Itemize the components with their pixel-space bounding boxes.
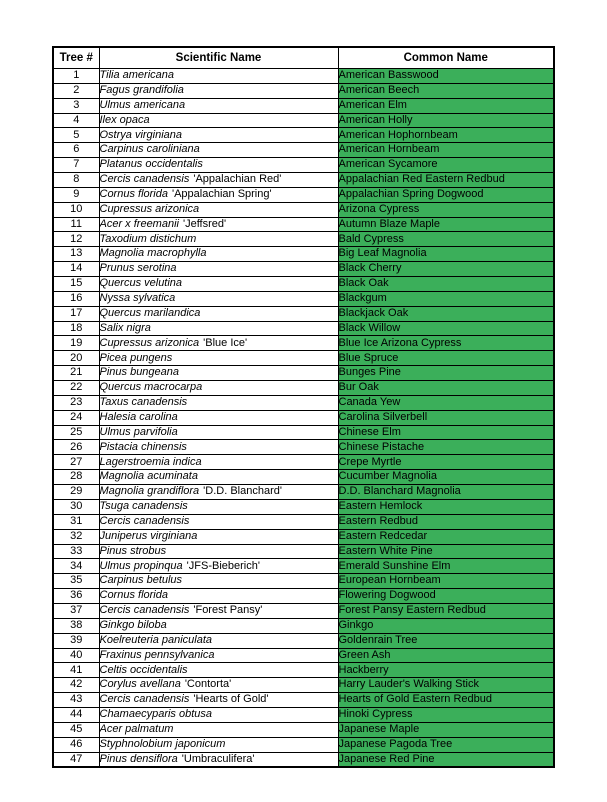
- tree-number-cell: 40: [53, 648, 99, 663]
- common-name-cell: American Hornbeam: [338, 143, 554, 158]
- table-row: [53, 544, 554, 559]
- common-name-cell: Blue Spruce: [338, 351, 554, 366]
- tree-number-cell: 39: [53, 633, 99, 648]
- scientific-name-cell: [99, 69, 338, 84]
- table-row: [53, 722, 554, 737]
- common-name-cell: Black Willow: [338, 321, 554, 336]
- scientific-name-cell: [99, 455, 338, 470]
- common-name-cell: Hinoki Cypress: [338, 707, 554, 722]
- scientific-name-text: Pinus bungeana: [99, 366, 180, 379]
- common-name-cell: Appalachian Spring Dogwood: [338, 187, 554, 202]
- scientific-name-text: Acer palmatum: [99, 722, 174, 735]
- scientific-name-text: Ulmus americana: [99, 98, 186, 111]
- scientific-name-text: Carpinus betulus: [99, 574, 183, 587]
- cultivar-text: 'JFS-Bieberich': [186, 559, 260, 572]
- common-name-cell: Harry Lauder's Walking Stick: [338, 678, 554, 693]
- scientific-name-cell: [99, 633, 338, 648]
- tree-number-cell: 10: [53, 202, 99, 217]
- scientific-name-cell: [99, 143, 338, 158]
- scientific-name-text: Carpinus caroliniana: [99, 143, 200, 156]
- tree-number-cell: 47: [53, 752, 99, 767]
- tree-number-cell: 18: [53, 321, 99, 336]
- table-row: [53, 455, 554, 470]
- table-row: [53, 381, 554, 396]
- common-name-cell: American Sycamore: [338, 158, 554, 173]
- table-row: [53, 425, 554, 440]
- scientific-name-cell: [99, 410, 338, 425]
- scientific-name-text: Juniperus virginiana: [99, 529, 198, 542]
- scientific-name-cell: [99, 752, 338, 767]
- tree-number-cell: 9: [53, 187, 99, 202]
- table-row: [53, 410, 554, 425]
- table-row: [53, 306, 554, 321]
- scientific-name-cell: [99, 574, 338, 589]
- common-name-cell: Crepe Myrtle: [338, 455, 554, 470]
- scientific-name-cell: [99, 277, 338, 292]
- tree-number-cell: 11: [53, 217, 99, 232]
- common-name-cell: Appalachian Red Eastern Redbud: [338, 173, 554, 188]
- table-row: [53, 395, 554, 410]
- scientific-name-cell: [99, 232, 338, 247]
- scientific-name-cell: [99, 247, 338, 262]
- common-name-cell: Goldenrain Tree: [338, 633, 554, 648]
- cultivar-text: 'Hearts of Gold': [193, 693, 269, 706]
- common-name-cell: American Hophornbeam: [338, 128, 554, 143]
- table-row: [53, 485, 554, 500]
- table-row: [53, 678, 554, 693]
- table-row: [53, 663, 554, 678]
- tree-table-header: [53, 47, 554, 69]
- table-row: [53, 351, 554, 366]
- table-row: [53, 143, 554, 158]
- cultivar-text: 'Appalachian Spring': [171, 188, 272, 201]
- common-name-cell: Eastern Redbud: [338, 514, 554, 529]
- common-name-cell: Flowering Dogwood: [338, 589, 554, 604]
- tree-number-cell: 42: [53, 678, 99, 693]
- tree-number-cell: 44: [53, 707, 99, 722]
- table-row: [53, 440, 554, 455]
- common-name-cell: Hearts of Gold Eastern Redbud: [338, 693, 554, 708]
- tree-number-cell: 38: [53, 618, 99, 633]
- cultivar-text: 'Umbraculifera': [181, 752, 255, 765]
- tree-number-cell: 36: [53, 589, 99, 604]
- tree-number-cell: 35: [53, 574, 99, 589]
- tree-number-cell: 15: [53, 277, 99, 292]
- scientific-name-cell: [99, 202, 338, 217]
- tree-number-cell: 41: [53, 663, 99, 678]
- scientific-name-text: Cercis canadensis: [99, 514, 190, 527]
- tree-number-cell: 13: [53, 247, 99, 262]
- header-common-name: Common Name: [338, 47, 554, 69]
- table-row: [53, 173, 554, 188]
- common-name-cell: Blackgum: [338, 291, 554, 306]
- common-name-cell: American Holly: [338, 113, 554, 128]
- table-row: [53, 589, 554, 604]
- scientific-name-text: Picea pungens: [99, 351, 173, 364]
- scientific-name-cell: [99, 336, 338, 351]
- scientific-name-text: Corylus avellana: [99, 678, 181, 691]
- scientific-name-cell: [99, 217, 338, 232]
- tree-number-cell: 17: [53, 306, 99, 321]
- tree-number-cell: 6: [53, 143, 99, 158]
- scientific-name-text: Styphnolobium japonicum: [99, 737, 226, 750]
- scientific-name-text: Ulmus parvifolia: [99, 425, 178, 438]
- header-row: [53, 47, 554, 69]
- scientific-name-text: Koelreuteria paniculata: [99, 633, 213, 646]
- tree-number-cell: 45: [53, 722, 99, 737]
- scientific-name-text: Salix nigra: [99, 321, 151, 334]
- scientific-name-text: Quercus macrocarpa: [99, 381, 203, 394]
- scientific-name-text: Fraxinus pennsylvanica: [99, 648, 215, 661]
- common-name-cell: Hackberry: [338, 663, 554, 678]
- table-row: [53, 618, 554, 633]
- common-name-cell: Ginkgo: [338, 618, 554, 633]
- tree-number-cell: 16: [53, 291, 99, 306]
- scientific-name-cell: [99, 291, 338, 306]
- scientific-name-text: Acer x freemanii: [99, 217, 179, 230]
- scientific-name-text: Magnolia macrophylla: [99, 247, 207, 260]
- table-row: [53, 574, 554, 589]
- table-row: [53, 470, 554, 485]
- table-row: [53, 693, 554, 708]
- table-row: [53, 291, 554, 306]
- scientific-name-cell: [99, 306, 338, 321]
- scientific-name-text: Ostrya virginiana: [99, 128, 183, 141]
- common-name-cell: Black Cherry: [338, 262, 554, 277]
- table-row: [53, 633, 554, 648]
- scientific-name-text: Cupressus arizonica: [99, 336, 200, 349]
- common-name-cell: Blackjack Oak: [338, 306, 554, 321]
- scientific-name-cell: [99, 693, 338, 708]
- tree-number-cell: 7: [53, 158, 99, 173]
- scientific-name-cell: [99, 366, 338, 381]
- common-name-cell: Japanese Pagoda Tree: [338, 737, 554, 752]
- tree-number-cell: 46: [53, 737, 99, 752]
- common-name-cell: Japanese Red Pine: [338, 752, 554, 767]
- tree-number-cell: 22: [53, 381, 99, 396]
- tree-table: [52, 46, 555, 768]
- common-name-cell: Blue Ice Arizona Cypress: [338, 336, 554, 351]
- scientific-name-text: Magnolia grandiflora: [99, 485, 200, 498]
- cultivar-text: 'Appalachian Red': [193, 173, 282, 186]
- tree-number-cell: 32: [53, 529, 99, 544]
- scientific-name-text: Ilex opaca: [99, 113, 150, 126]
- table-row: [53, 187, 554, 202]
- table-row: [53, 336, 554, 351]
- cultivar-text: 'Blue Ice': [203, 336, 248, 349]
- scientific-name-cell: [99, 321, 338, 336]
- common-name-cell: Chinese Pistache: [338, 440, 554, 455]
- tree-number-cell: 26: [53, 440, 99, 455]
- common-name-cell: American Elm: [338, 98, 554, 113]
- table-row: [53, 559, 554, 574]
- scientific-name-text: Tsuga canadensis: [99, 500, 188, 513]
- scientific-name-text: Lagerstroemia indica: [99, 455, 202, 468]
- scientific-name-cell: [99, 499, 338, 514]
- tree-number-cell: 19: [53, 336, 99, 351]
- tree-number-cell: 14: [53, 262, 99, 277]
- scientific-name-cell: [99, 603, 338, 618]
- tree-number-cell: 21: [53, 366, 99, 381]
- common-name-cell: Cucumber Magnolia: [338, 470, 554, 485]
- tree-number-cell: 3: [53, 98, 99, 113]
- tree-number-cell: 27: [53, 455, 99, 470]
- scientific-name-cell: [99, 173, 338, 188]
- scientific-name-text: Platanus occidentalis: [99, 158, 203, 171]
- common-name-cell: Green Ash: [338, 648, 554, 663]
- table-row: [53, 529, 554, 544]
- scientific-name-cell: [99, 440, 338, 455]
- table-row: [53, 277, 554, 292]
- tree-number-cell: 28: [53, 470, 99, 485]
- scientific-name-text: Quercus marilandica: [99, 306, 201, 319]
- common-name-cell: Bald Cypress: [338, 232, 554, 247]
- scientific-name-cell: [99, 737, 338, 752]
- scientific-name-cell: [99, 544, 338, 559]
- common-name-cell: European Hornbeam: [338, 574, 554, 589]
- table-row: [53, 113, 554, 128]
- scientific-name-cell: [99, 529, 338, 544]
- scientific-name-cell: [99, 351, 338, 366]
- tree-number-cell: 25: [53, 425, 99, 440]
- table-row: [53, 603, 554, 618]
- scientific-name-text: Tilia americana: [99, 69, 174, 82]
- tree-number-cell: 23: [53, 395, 99, 410]
- scientific-name-cell: [99, 381, 338, 396]
- scientific-name-text: Magnolia acuminata: [99, 470, 198, 483]
- table-row: [53, 247, 554, 262]
- common-name-cell: Bunges Pine: [338, 366, 554, 381]
- scientific-name-cell: [99, 514, 338, 529]
- tree-number-cell: 29: [53, 485, 99, 500]
- scientific-name-cell: [99, 663, 338, 678]
- scientific-name-text: Quercus velutina: [99, 277, 183, 290]
- scientific-name-cell: [99, 158, 338, 173]
- tree-number-cell: 1: [53, 69, 99, 84]
- scientific-name-text: Cercis canadensis: [99, 693, 190, 706]
- scientific-name-cell: [99, 128, 338, 143]
- table-row: [53, 69, 554, 84]
- common-name-cell: Autumn Blaze Maple: [338, 217, 554, 232]
- table-row: [53, 262, 554, 277]
- scientific-name-cell: [99, 589, 338, 604]
- scientific-name-text: Ginkgo biloba: [99, 618, 167, 631]
- scientific-name-text: Nyssa sylvatica: [99, 292, 176, 305]
- scientific-name-cell: [99, 648, 338, 663]
- common-name-cell: Eastern White Pine: [338, 544, 554, 559]
- scientific-name-text: Taxodium distichum: [99, 232, 197, 245]
- table-row: [53, 648, 554, 663]
- table-row: [53, 202, 554, 217]
- tree-number-cell: 30: [53, 499, 99, 514]
- scientific-name-text: Cercis canadensis: [99, 604, 190, 617]
- cultivar-text: 'Forest Pansy': [193, 604, 263, 617]
- scientific-name-text: Cupressus arizonica: [99, 202, 200, 215]
- table-row: [53, 366, 554, 381]
- scientific-name-text: Cornus florida: [99, 589, 168, 602]
- scientific-name-text: Pinus densiflora: [99, 752, 178, 765]
- table-row: [53, 158, 554, 173]
- tree-number-cell: 31: [53, 514, 99, 529]
- common-name-cell: Japanese Maple: [338, 722, 554, 737]
- scientific-name-cell: [99, 559, 338, 574]
- scientific-name-cell: [99, 707, 338, 722]
- scientific-name-cell: [99, 98, 338, 113]
- table-row: [53, 232, 554, 247]
- scientific-name-cell: [99, 262, 338, 277]
- scientific-name-text: Halesia carolina: [99, 410, 178, 423]
- tree-number-cell: 8: [53, 173, 99, 188]
- tree-number-cell: 33: [53, 544, 99, 559]
- scientific-name-text: Chamaecyparis obtusa: [99, 708, 213, 721]
- scientific-name-text: Pistacia chinensis: [99, 440, 187, 453]
- tree-number-cell: 5: [53, 128, 99, 143]
- tree-number-cell: 43: [53, 693, 99, 708]
- scientific-name-text: Cercis canadensis: [99, 173, 190, 186]
- scientific-name-text: Pinus strobus: [99, 544, 167, 557]
- table-row: [53, 217, 554, 232]
- common-name-cell: Canada Yew: [338, 395, 554, 410]
- cultivar-text: 'Jeffsred': [182, 217, 227, 230]
- common-name-cell: Big Leaf Magnolia: [338, 247, 554, 262]
- common-name-cell: Chinese Elm: [338, 425, 554, 440]
- common-name-cell: American Beech: [338, 83, 554, 98]
- common-name-cell: Forest Pansy Eastern Redbud: [338, 603, 554, 618]
- table-row: [53, 752, 554, 767]
- scientific-name-text: Prunus serotina: [99, 262, 177, 275]
- table-row: [53, 737, 554, 752]
- scientific-name-cell: [99, 395, 338, 410]
- tree-number-cell: 2: [53, 83, 99, 98]
- tree-number-cell: 34: [53, 559, 99, 574]
- tree-number-cell: 4: [53, 113, 99, 128]
- scientific-name-cell: [99, 113, 338, 128]
- scientific-name-text: Cornus florida: [99, 188, 168, 201]
- common-name-cell: American Basswood: [338, 69, 554, 84]
- common-name-cell: Eastern Redcedar: [338, 529, 554, 544]
- table-row: [53, 83, 554, 98]
- cultivar-text: 'Contorta': [184, 678, 232, 691]
- table-row: [53, 321, 554, 336]
- scientific-name-cell: [99, 470, 338, 485]
- tree-number-cell: 20: [53, 351, 99, 366]
- common-name-cell: Black Oak: [338, 277, 554, 292]
- scientific-name-cell: [99, 83, 338, 98]
- table-row: [53, 128, 554, 143]
- scientific-name-text: Taxus canadensis: [99, 396, 188, 409]
- tree-number-cell: 37: [53, 603, 99, 618]
- header-tree-number: Tree #: [53, 47, 99, 69]
- common-name-cell: Arizona Cypress: [338, 202, 554, 217]
- scientific-name-cell: [99, 678, 338, 693]
- tree-table-body: [53, 69, 554, 768]
- scientific-name-cell: [99, 618, 338, 633]
- tree-number-cell: 24: [53, 410, 99, 425]
- scientific-name-text: Celtis occidentalis: [99, 663, 188, 676]
- table-row: [53, 707, 554, 722]
- common-name-cell: Carolina Silverbell: [338, 410, 554, 425]
- scientific-name-text: Fagus grandifolia: [99, 84, 184, 97]
- table-row: [53, 98, 554, 113]
- table-row: [53, 514, 554, 529]
- header-scientific-name: Scientific Name: [99, 47, 338, 69]
- table-row: [53, 499, 554, 514]
- scientific-name-cell: [99, 187, 338, 202]
- common-name-cell: D.D. Blanchard Magnolia: [338, 485, 554, 500]
- cultivar-text: 'D.D. Blanchard': [203, 485, 282, 498]
- scientific-name-text: Ulmus propinqua: [99, 559, 183, 572]
- scientific-name-cell: [99, 425, 338, 440]
- tree-number-cell: 12: [53, 232, 99, 247]
- common-name-cell: Eastern Hemlock: [338, 499, 554, 514]
- scientific-name-cell: [99, 485, 338, 500]
- scientific-name-cell: [99, 722, 338, 737]
- common-name-cell: Bur Oak: [338, 381, 554, 396]
- common-name-cell: Emerald Sunshine Elm: [338, 559, 554, 574]
